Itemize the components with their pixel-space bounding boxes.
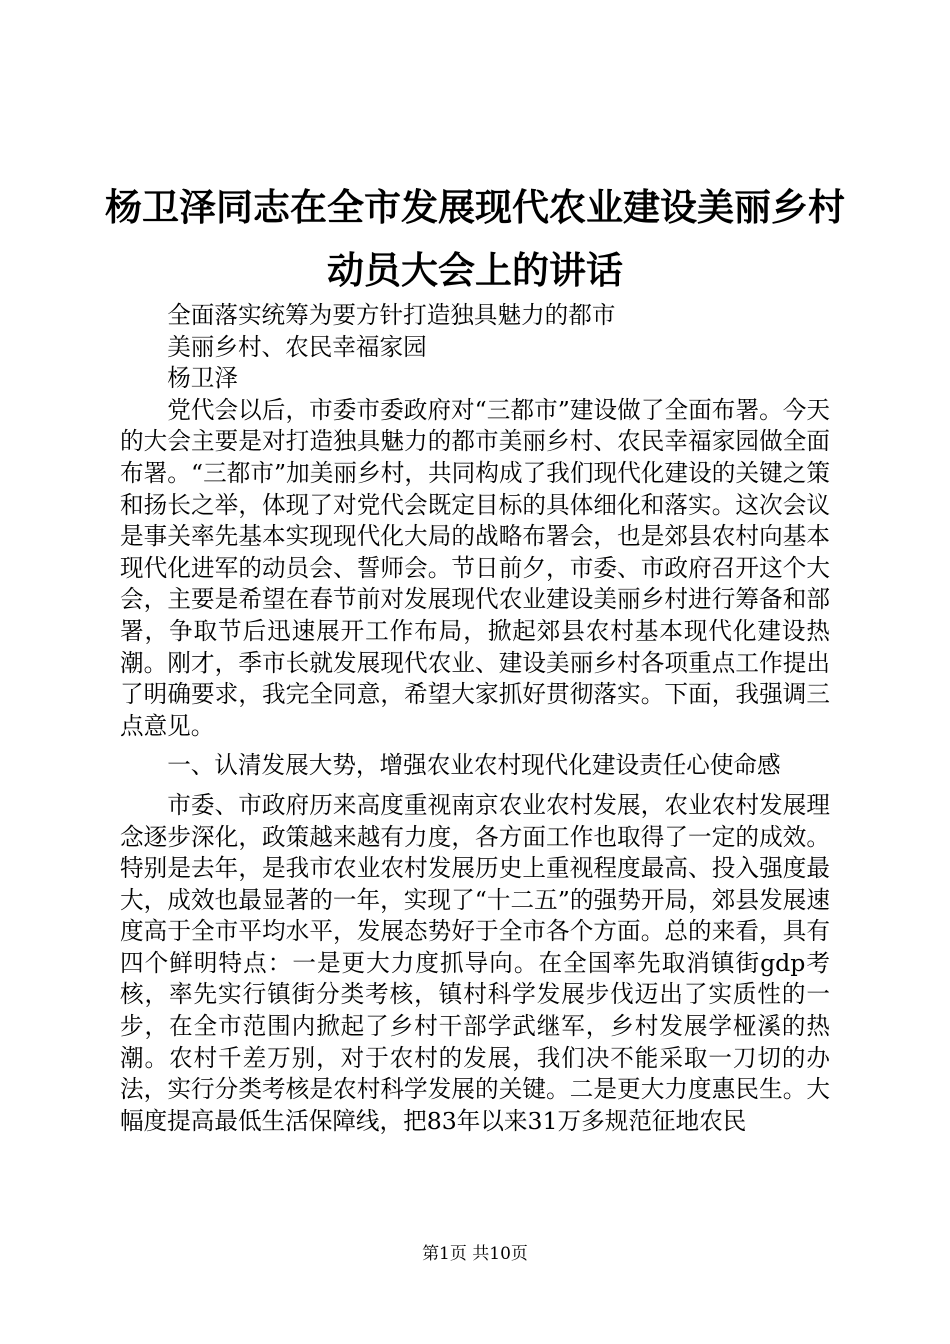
paragraph-1: 党代会以后，市委市委政府对“三都市”建设做了全面布署。今天的大会主要是对打造独具魅力的都市美丽乡村、农民幸福家园做全面布署。“三都市”加美丽乡村，共同构成了我们现代化建设的关键之策和扬长之举，体现了对党代会既定目标的具体细化和落实。这次会议是事关率先基本实现现代化大局的战略布署会，也是郊县农村向基本现代化进军的动员会、誓师会。节日前夕，市委、市政府召开这个大会，主要是希望在春节前对发展现代农业建设美丽乡村进行筹备和部署，争取节后迅速展开工作布局，掀起郊县农村基本现代化建设热潮。刚才，季市长就发展现代农业、建设美丽乡村各项重点工作提出了明确要求，我完全同意，希望大家抓好贯彻落实。下面，我强调三点意见。 <box>120 395 830 740</box>
section-heading-1: 一、认清发展大势，增强农业农村现代化建设责任心使命感 <box>167 751 781 780</box>
paragraph-2: 市委、市政府历来高度重视南京农业农村发展，农业农村发展理念逐步深化，政策越来越有力度，各方面工作也取得了一定的成效。特别是去年，是我市农业农村发展历史上重视程度最高、投入强度最大，成效也最显著的一年，实现了“十二五”的强势开局，郊县发展速度高于全市平均水平，发展态势好于全市各个方面。总的来看，具有四个鲜明特点：一是更大力度抓导向。在全国率先取消镇街gdp考核，率先实行镇街分类考核，镇村科学发展步伐迈出了实质性的一步，在全市范围内掀起了乡村干部学武继军，乡村发展学桠溪的热潮。农村千差万别，对于农村的发展，我们决不能采取一刀切的办法，实行分类考核是农村科学发展的关键。二是更大力度惠民生。大幅度提高最低生活保障线，把83年以来31万多规范征地农民 <box>120 790 830 1135</box>
document-title-line-2: 动员大会上的讲话 <box>327 249 623 292</box>
subtitle-line-1: 全面落实统筹为要方针打造独具魅力的都市 <box>167 301 616 329</box>
document-title-line-1: 杨卫泽同志在全市发展现代农业建设美丽乡村 <box>105 186 845 229</box>
page-footer: 第1页 共10页 <box>422 1244 528 1264</box>
document-body <box>120 300 830 1137</box>
author-name: 杨卫泽 <box>167 364 238 393</box>
subtitle-line-2: 美丽乡村、农民幸福家园 <box>167 332 427 361</box>
